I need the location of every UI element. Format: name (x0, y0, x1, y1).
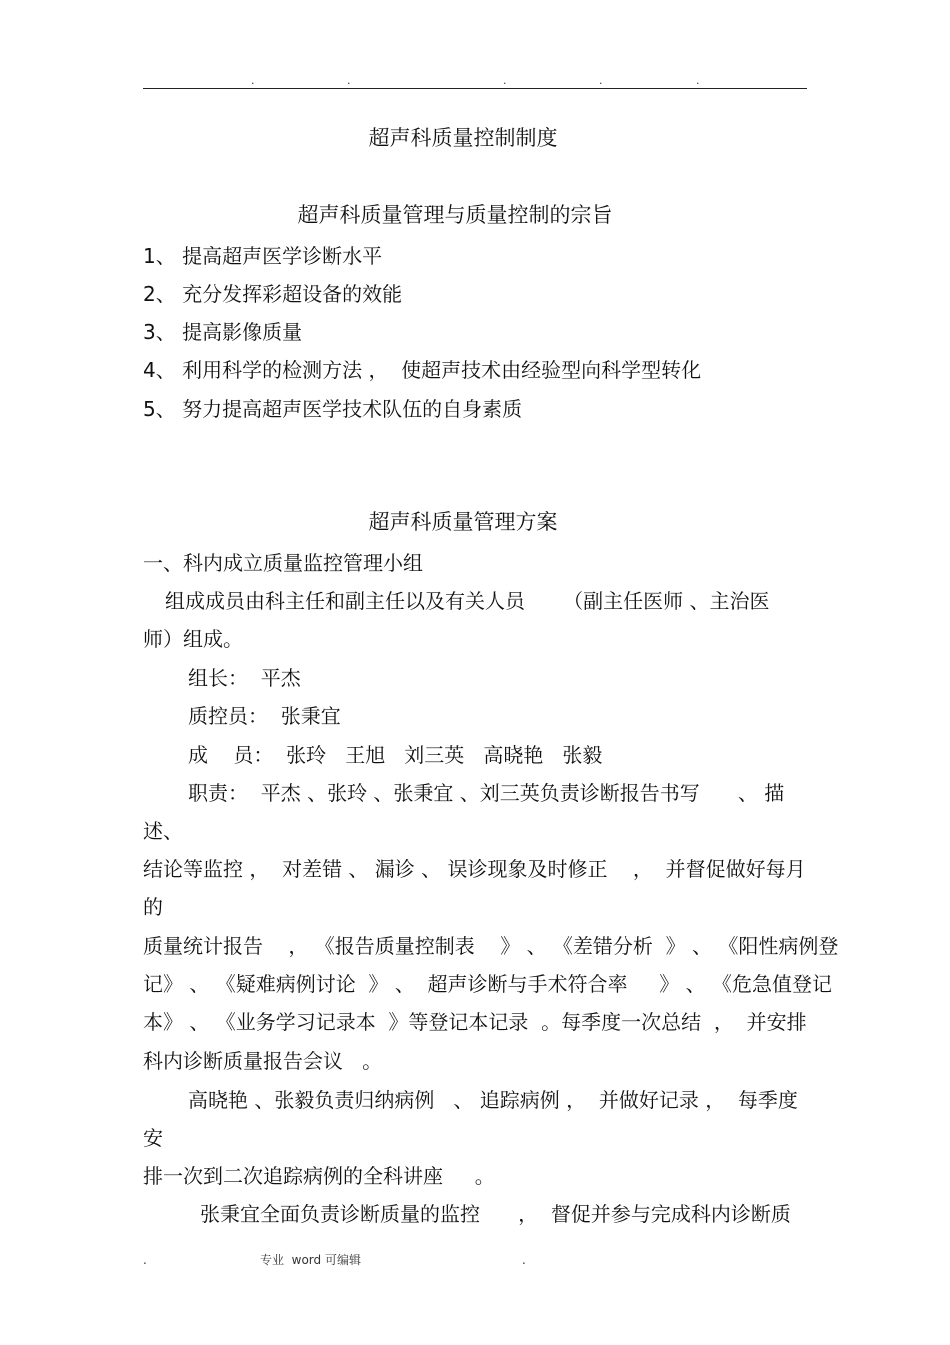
composition-text: 师）组成。 (143, 627, 243, 651)
duties-paragraph: 科内诊断质量报告会议 。 (143, 1049, 383, 1073)
purpose-item: 5、 努力提高超声医学技术队伍的自身素质 (143, 397, 523, 421)
duties-paragraph: 职责： 平杰 、张玲 、张秉宜 、刘三英负责诊断报告书写 、 描 (188, 781, 785, 805)
header-dot: . (347, 74, 351, 87)
composition-text: 组成成员由科主任和副主任以及有关人员 （副主任医师 、主治医 (165, 589, 770, 613)
section-title: 一、科内成立质量监控管理小组 (143, 551, 423, 575)
duties-paragraph: 的 (143, 895, 163, 919)
header-dot: . (251, 74, 255, 87)
group-leader: 组长： 平杰 (188, 666, 301, 690)
document-title: 超声科质量控制制度 (368, 126, 558, 150)
duties-paragraph: 述、 (143, 819, 183, 843)
header-dot: . (696, 74, 700, 87)
header-rule (143, 88, 807, 89)
duties-paragraph: 本》 、 《业务学习记录本 》等登记本记录 。每季度一次总结 ， 并安排 (143, 1010, 807, 1034)
header-dot: . (599, 74, 603, 87)
duties-paragraph: 安 (143, 1126, 163, 1150)
duties-paragraph: 记》 、 《疑难病例讨论 》 、 超声诊断与手术符合率 》 、 《危急值登记 (143, 972, 833, 996)
footer-dot: . (143, 1253, 147, 1267)
duties-paragraph: 结论等监控 ， 对差错 、 漏诊 、 误诊现象及时修正 ， 并督促做好每月 (143, 857, 806, 881)
purpose-item: 4、 利用科学的检测方法 ， 使超声技术由经验型向科学型转化 (143, 358, 702, 382)
footer-text: 专业 word 可编辑 (260, 1253, 361, 1267)
footer-dot: . (522, 1253, 526, 1267)
duties-paragraph: 高晓艳 、张毅负责归纳病例 、 追踪病例 ， 并做好记录 ， 每季度 (188, 1088, 798, 1112)
qc-officer: 质控员： 张秉宜 (188, 704, 341, 728)
purpose-item: 2、 充分发挥彩超设备的效能 (143, 282, 403, 306)
header-dot: . (503, 74, 507, 87)
duties-paragraph: 质量统计报告 ， 《报告质量控制表 》 、 《差错分析 》 、 《阳性病例登 (143, 934, 839, 958)
purpose-item: 3、 提高影像质量 (143, 320, 303, 344)
purpose-heading: 超声科质量管理与质量控制的宗旨 (297, 203, 613, 227)
duties-paragraph: 张秉宜全面负责诊断质量的监控 ， 督促并参与完成科内诊断质 (200, 1202, 791, 1226)
duties-paragraph: 排一次到二次追踪病例的全科讲座 。 (143, 1164, 495, 1188)
group-members: 成 员： 张玲 王旭 刘三英 高晓艳 张毅 (188, 743, 603, 767)
plan-heading: 超声科质量管理方案 (368, 510, 558, 534)
purpose-item: 1、 提高超声医学诊断水平 (143, 244, 383, 268)
